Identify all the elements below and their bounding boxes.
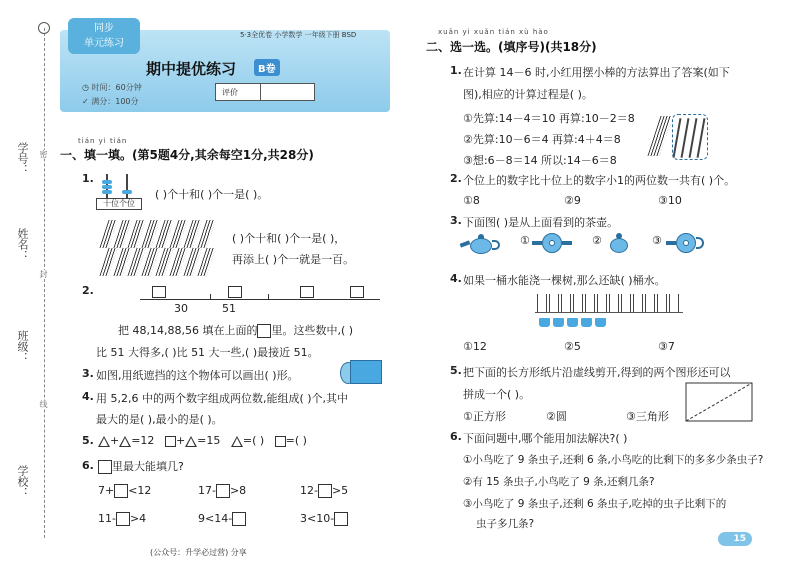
page-title: 期中提优练习 (146, 60, 237, 78)
s2-q5-number: 5. (450, 364, 462, 377)
footer-note: (公众号：升学必过营) 分享 (150, 548, 247, 557)
series-info: 5·3全优卷 小学数学 一年级下册 BSD (240, 31, 357, 39)
name-label: 姓名： (16, 228, 29, 261)
s2-q4-option2: ②5 (564, 340, 581, 353)
check-circle-icon: ✓ (82, 97, 92, 106)
q4-text-line2: 最大的是( ),最小的是( )。 (96, 413, 223, 426)
s2-q1-text-line1: 在计算 14－6 时,小红用摆小棒的方法算出了答案(如下 (463, 66, 730, 79)
title-tag-badge: B卷 (254, 59, 280, 76)
s2-q3-option1: ① (520, 234, 530, 247)
evaluation-box (215, 83, 315, 101)
tick-label-51: 51 (222, 302, 236, 315)
s2-q1-number: 1. (450, 64, 462, 77)
q6-row1-item1: 7+ <12 (98, 484, 152, 497)
s2-q2-option3: ③10 (658, 194, 682, 207)
s2-q6-option3-line2: 虫子多几条? (476, 518, 535, 530)
blank-square-icon (318, 484, 332, 498)
seal-mark-feng: 封 (39, 270, 48, 278)
stick-bundles-figure (100, 218, 225, 276)
blank-square-icon (98, 460, 112, 474)
s2-q6-option2: ②有 15 条虫子,小鸟吃了 9 条,还剩几条? (463, 476, 655, 488)
binding-dashed-line (44, 28, 45, 538)
triangle-icon (185, 436, 197, 447)
section1-title: 一、填一填。(第5题4分,其余每空1分,共28分) (60, 148, 314, 162)
s2-q3-number: 3. (450, 214, 462, 227)
q5-number: 5. (82, 434, 94, 447)
q1-number: 1. (82, 172, 94, 185)
q6-row2-item1: 11- >4 (98, 512, 147, 525)
s2-q6-option3-line1: ③小鸟吃了 9 条虫子,还剩 6 条虫子,吃掉的虫子比剩下的 (463, 498, 727, 510)
seal-mark-xian: 线 (39, 400, 48, 408)
s2-q2-number: 2. (450, 172, 462, 185)
q3-number: 3. (82, 367, 94, 380)
s2-q6-option1: ①小鸟吃了 9 条虫子,还剩 6 条,小鸟吃的比剩下的多多少条虫子? (463, 454, 764, 466)
q6-text: 里最大能填几? (98, 458, 184, 474)
covered-object-figure (340, 360, 382, 384)
trees-and-buckets-figure (535, 292, 685, 332)
blank-square-icon (257, 324, 271, 338)
q2-text-line2: 比 51 大得多,( )比 51 大一些,( )最接近 51。 (96, 346, 319, 359)
binding-hole-icon (38, 22, 50, 34)
q1-line3: 再添上( )个一就是一百。 (232, 253, 355, 266)
triangle-icon (98, 436, 110, 447)
school-label: 学校： (16, 465, 29, 498)
sticks-figure (650, 112, 750, 166)
s2-q2-option1: ①8 (463, 194, 480, 207)
square-icon (275, 436, 286, 447)
number-line (140, 286, 380, 316)
q1-line2: ( )个十和( )个一是( )， (232, 232, 346, 245)
triangle-icon (231, 436, 243, 447)
s2-q3-option2: ② (592, 234, 602, 247)
q2-number: 2. (82, 284, 94, 297)
s2-q1-option2: ②先算:10－6＝4 再算:4＋4＝8 (463, 133, 621, 146)
triangle-icon (119, 436, 131, 447)
number-line-box (152, 286, 166, 298)
number-line-box (350, 286, 364, 298)
rectangle-cut-figure (685, 382, 753, 422)
sync-badge (68, 18, 140, 54)
blank-square-icon (334, 512, 348, 526)
s2-q1-option3: ③想:6－8＝14 所以:14－6＝8 (463, 154, 617, 167)
s2-q1-option1: ①先算:14－4＝10 再算:10－2＝8 (463, 112, 635, 125)
s2-q1-text-line2: 图),相应的计算过程是( )。 (463, 88, 593, 101)
clock-icon: ◷ (82, 83, 92, 92)
s2-q2-text: 个位上的数字比十位上的数字小1的两位数一共有( )个。 (463, 174, 736, 187)
q4-number: 4. (82, 390, 94, 403)
q6-row1-item2: 17- >8 (198, 484, 247, 497)
page-number: 15 (718, 532, 752, 546)
abacus-figure: 十位个位 (96, 174, 142, 210)
class-label: 班级： (16, 330, 29, 363)
section1-pinyin: tián yi tián (78, 137, 128, 145)
q2-text-line1: 把 48,14,88,56 填在上面的 里。这些数中,( ) (118, 324, 354, 337)
badge-line1: 同步 (94, 23, 114, 34)
q6-row2-item2: 9<14- (198, 512, 246, 526)
blank-square-icon (114, 484, 128, 498)
blank-square-icon (216, 484, 230, 498)
s2-q2-option2: ②9 (564, 194, 581, 207)
s2-q6-text: 下面问题中,哪个能用加法解决?( ) (463, 432, 628, 445)
badge-line2: 单元练习 (84, 38, 124, 49)
teapot-top-view-1 (532, 232, 574, 254)
q6-row1-item3: 12- >5 (300, 484, 349, 497)
s2-q5-option3: ③三角形 (626, 410, 669, 423)
seal-mark-mi: 密 (39, 150, 48, 158)
blank-square-icon (232, 512, 246, 526)
tick-label-30: 30 (174, 302, 188, 315)
s2-q5-option2: ②圆 (546, 410, 567, 423)
q5-equations: + =12 + =15 =( ) =( ) (98, 434, 307, 447)
s2-q4-number: 4. (450, 272, 462, 285)
student-number-label: 学号： (16, 142, 29, 175)
time-info: ◷ 时间：60分钟 (82, 83, 142, 92)
s2-q5-text-line1: 把下面的长方形纸片沿虚线剪开,得到的两个图形还可以 (463, 366, 731, 379)
number-line-box (300, 286, 314, 298)
blank-square-icon (116, 512, 130, 526)
evaluation-label: 评价 (222, 88, 238, 97)
s2-q3-text: 下面图( )是从上面看到的茶壶。 (463, 216, 619, 229)
square-icon (165, 436, 176, 447)
s2-q6-number: 6. (450, 430, 462, 443)
q3-text: 如图,用纸遮挡的这个物体可以画出( )形。 (96, 369, 299, 382)
score-info: ✓ 满分：100分 (82, 97, 139, 106)
section2-pinyin: xuǎn yi xuǎn tián xù hào (438, 28, 549, 36)
s2-q4-text: 如果一桶水能浇一棵树,那么还缺( )桶水。 (463, 274, 666, 287)
q1-line1: ( )个十和( )个一是( )。 (155, 188, 269, 201)
q4-text-line1: 用 5,2,6 中的两个数字组成两位数,能组成( )个,其中 (96, 392, 349, 405)
teapot-top-view-3 (664, 232, 708, 254)
teapot-figure (460, 234, 504, 256)
q6-number: 6. (82, 459, 94, 472)
s2-q4-option3: ③7 (658, 340, 675, 353)
s2-q3-option3: ③ (652, 234, 662, 247)
teapot-side-view-2 (604, 232, 634, 254)
s2-q4-option1: ①12 (463, 340, 487, 353)
number-line-box (228, 286, 242, 298)
s2-q5-option1: ①正方形 (463, 410, 506, 423)
section2-title: 二、选一选。(填序号)(共18分) (426, 40, 597, 54)
s2-q5-text-line2: 拼成一个( )。 (463, 388, 531, 401)
q6-row2-item3: 3<10- (300, 512, 348, 526)
